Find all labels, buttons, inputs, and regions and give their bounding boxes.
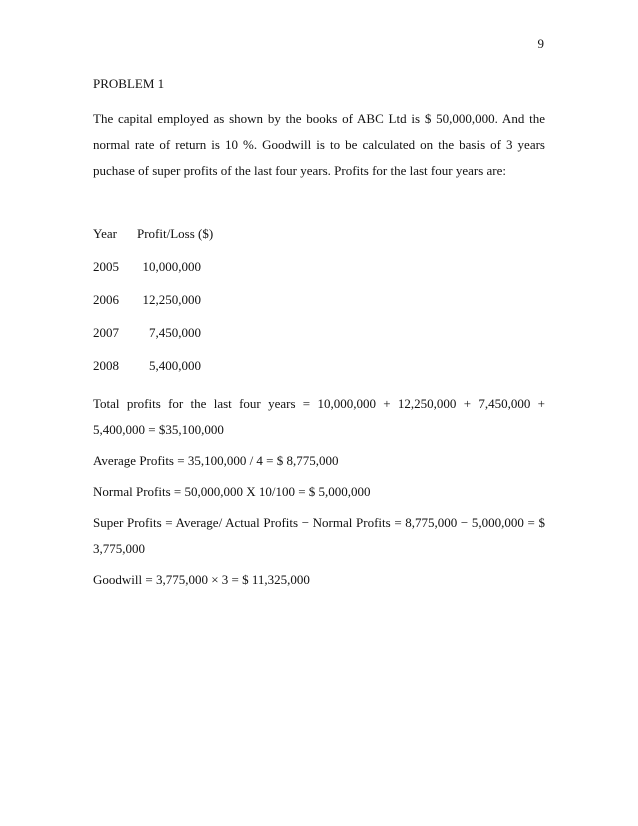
table-row <box>93 259 545 275</box>
total-profits-line: Total profits for the last four years = 10,000,000 + 12,250,000 + 7,450,000 + 5,400,000 = $35,100,000 <box>93 396 545 437</box>
profit-table <box>93 226 545 374</box>
table-row <box>93 358 545 374</box>
table-header-row <box>93 226 545 242</box>
year-cell: 2008 <box>93 358 119 373</box>
profit-cell: 5,400,000 <box>149 358 201 373</box>
table-row <box>93 325 545 341</box>
calculations <box>93 391 545 593</box>
goodwill-line: Goodwill = 3,775,000 × 3 = $ 11,325,000 <box>93 572 310 587</box>
normal-profits-line: Normal Profits = 50,000,000 X 10/100 = $ 5,000,000 <box>93 484 371 499</box>
year-column-header: Year <box>93 226 117 241</box>
profit-cell: 12,250,000 <box>142 292 201 307</box>
profit-cell: 7,450,000 <box>149 325 201 340</box>
profit-column-header: Profit/Loss ($) <box>137 226 214 241</box>
average-profits-line: Average Profits = 35,100,000 / 4 = $ 8,775,000 <box>93 453 339 468</box>
year-cell: 2007 <box>93 325 119 340</box>
year-cell: 2005 <box>93 259 119 274</box>
year-cell: 2006 <box>93 292 119 307</box>
table-row <box>93 292 545 308</box>
problem-statement: The capital employed as shown by the books of ABC Ltd is $ 50,000,000. And the normal rate of return is 10 %. Goodwill is to be calculated on the basis of 3 years puchase of super profits of the last four years. Profits for the last four years are: <box>93 111 545 178</box>
problem-heading: PROBLEM 1 <box>93 76 165 91</box>
super-profits-line: Super Profits = Average/ Actual Profits − Normal Profits = 8,775,000 − 5,000,000 = $ 3,775,000 <box>93 515 545 556</box>
page-number: 9 <box>537 36 544 51</box>
document-body <box>93 76 545 598</box>
profit-cell: 10,000,000 <box>142 259 201 274</box>
